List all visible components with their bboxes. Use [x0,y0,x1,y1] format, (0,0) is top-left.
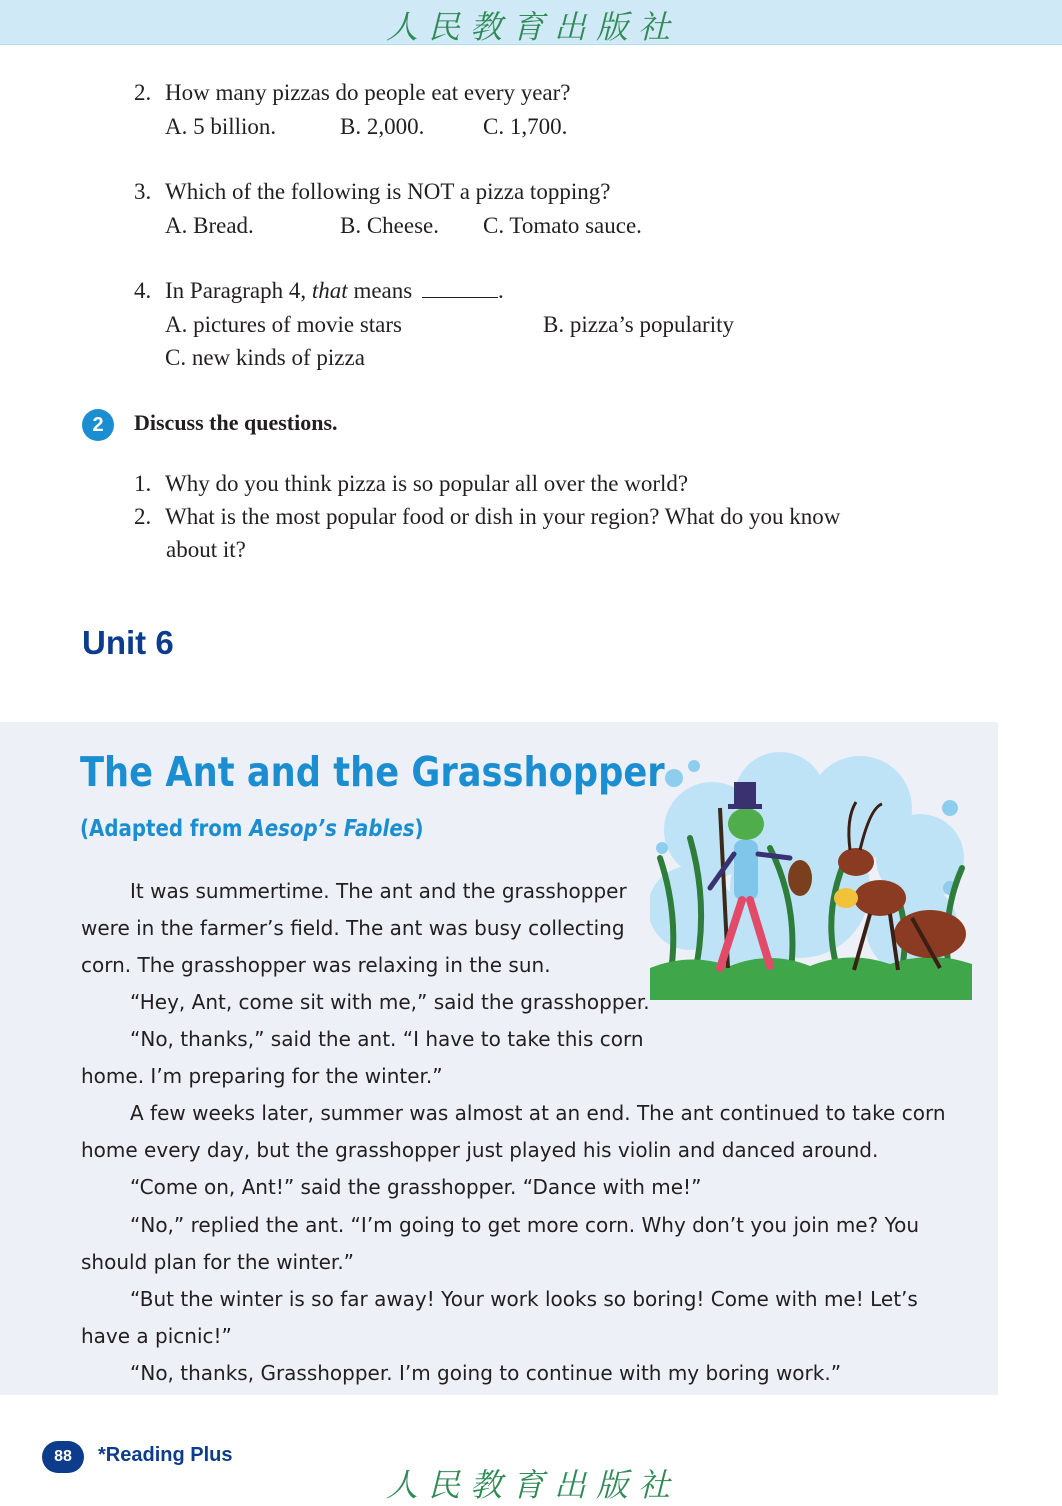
answer-blank [422,279,498,298]
option-b: B. pizza’s popularity [543,312,734,337]
story-line: corn. The grasshopper was relaxing in the sun. [81,953,551,977]
question-text [165,274,504,307]
question-text: Which of the following is NOT a pizza topping? [165,179,611,204]
option-a: A. Bread. [165,213,254,238]
option-c: C. new kinds of pizza [165,345,365,370]
story-line: “Hey, Ant, come sit with me,” said the grasshopper. [130,990,650,1014]
option-a: A. 5 billion. [165,114,277,139]
discuss-item-continuation: about it? [166,537,246,562]
exercise-number-badge: 2 [82,409,114,441]
question-number: 4. [134,278,152,303]
page-number-badge: 88 [42,1441,84,1473]
discuss-item-number: 2. [134,504,152,529]
option-b: B. Cheese. [340,213,440,238]
story-line: “But the winter is so far away! Your work looks so boring! Come with me! Let’s [130,1287,918,1311]
story-subtitle-source: Aesop’s Fables [249,816,415,842]
story-line: have a picnic!” [81,1324,232,1348]
discuss-item-number: 1. [134,471,152,496]
story-subtitle-start: (Adapted from [80,816,250,842]
discuss-item-text: Why do you think pizza is so popular all over the world? [165,471,689,496]
question-text: How many pizzas do people eat every year? [165,80,571,105]
publisher-watermark: 人民教育出版社 [386,1466,681,1504]
story-subtitle-end: ) [414,816,424,842]
discuss-item-text: What is the most popular food or dish in your region? What do you know [165,504,841,529]
question-text-end: . [497,278,504,303]
option-c: C. 1,700. [483,114,568,139]
story-line: “No, thanks, Grasshopper. I’m going to continue with my boring work.” [130,1361,842,1385]
option-b: B. 2,000. [340,114,425,139]
publisher-watermark: 人民教育出版社 [386,8,681,46]
story-subtitle [80,816,424,842]
question-text-mid: means [347,278,418,303]
story-line: It was summertime. The ant and the grasshopper [130,879,627,903]
story-line: were in the farmer’s field. The ant was busy collecting [81,916,625,940]
story-line: should plan for the winter.” [81,1250,355,1274]
section-label: *Reading Plus [98,1444,233,1466]
option-a: A. pictures of movie stars [165,312,402,337]
story-line: A few weeks later, summer was almost at an end. The ant continued to take corn [130,1101,946,1125]
ant-grasshopper-illustration [650,738,972,1006]
question-text-italic: that [311,278,348,303]
question-number: 2. [134,80,152,105]
story-line: “No,” replied the ant. “I’m going to get more corn. Why don’t you join me? You [130,1213,920,1237]
story-line: home. I’m preparing for the winter.” [81,1064,443,1088]
discuss-heading: Discuss the questions. [134,410,338,435]
question-text-start: In Paragraph 4, [165,278,312,303]
unit-heading: Unit 6 [82,624,174,661]
option-c: C. Tomato sauce. [483,213,642,238]
story-line: home every day, but the grasshopper just played his violin and danced around. [81,1138,879,1162]
story-line: “No, thanks,” said the ant. “I have to take this corn [130,1027,644,1051]
question-number: 3. [134,179,152,204]
story-line: “Come on, Ant!” said the grasshopper. “Dance with me!” [130,1175,702,1199]
story-title: The Ant and the Grasshopper [80,748,665,796]
